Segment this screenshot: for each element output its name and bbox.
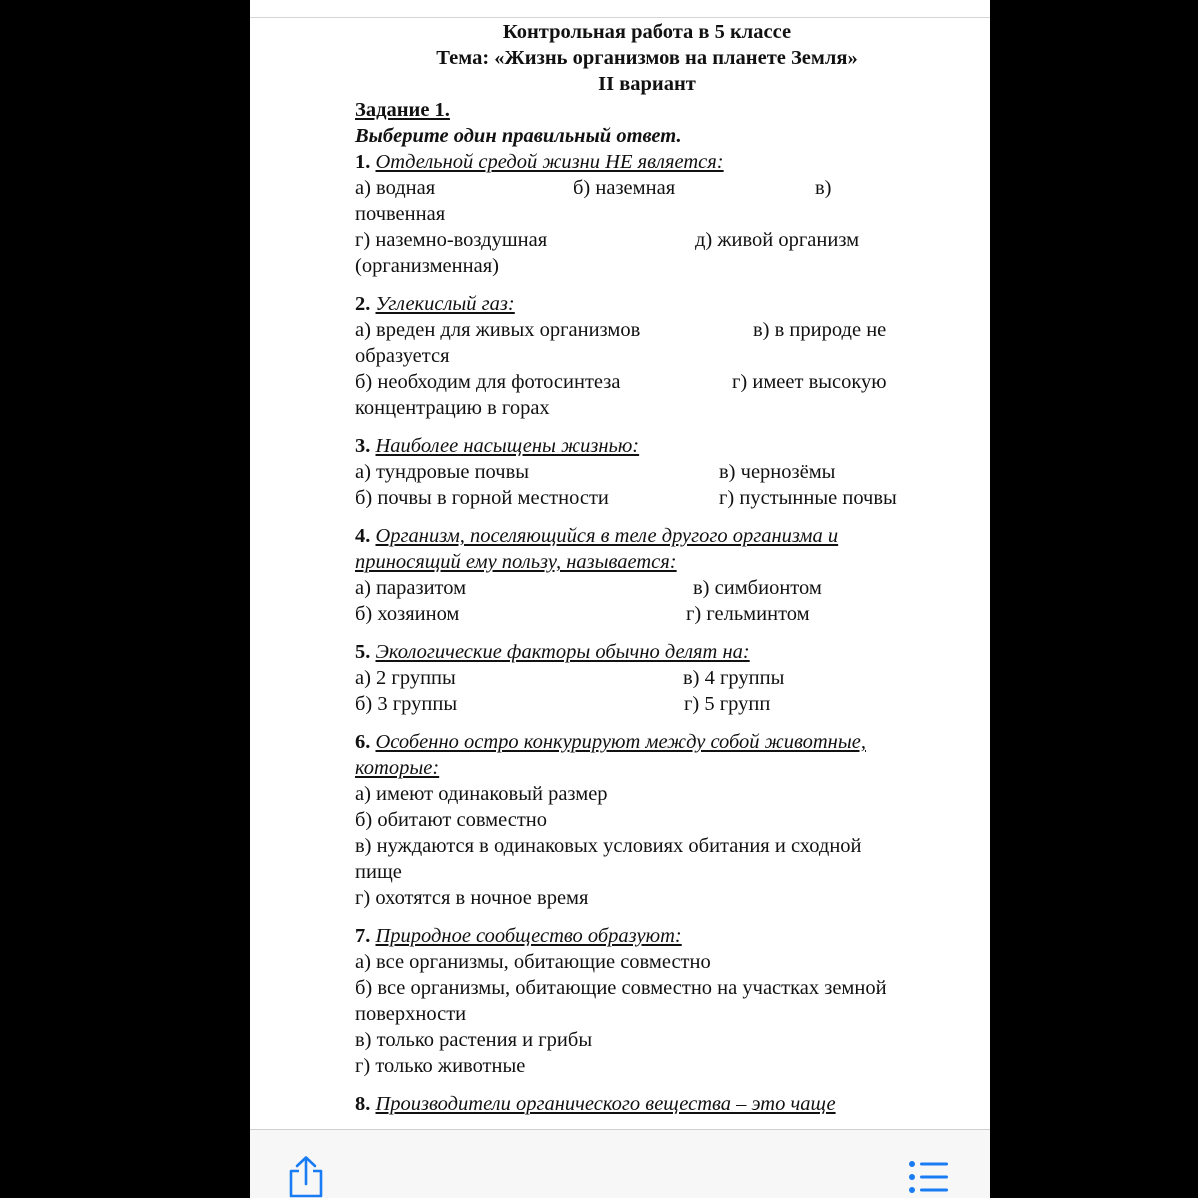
option: в) — [815, 177, 832, 199]
share-icon — [287, 1155, 325, 1198]
option: г) только животные — [355, 1055, 526, 1077]
option: в) 4 группы — [683, 667, 785, 689]
question-number: 8. — [355, 1093, 371, 1115]
question-text: Отдельной средой жизни НЕ является: — [375, 151, 724, 173]
option: в) нуждаются в одинаковых условиях обитания и сходной — [355, 835, 862, 857]
question-8 — [355, 1091, 955, 1117]
option: б) хозяином — [355, 603, 460, 625]
question-text: Углекислый газ: — [375, 293, 515, 315]
question-5 — [355, 639, 955, 717]
question-text: Экологические факторы обычно делят на: — [375, 641, 750, 663]
option: г) охотятся в ночное время — [355, 887, 589, 909]
doc-title: Контрольная работа в 5 классе — [502, 21, 792, 43]
question-text: приносящий ему пользу, называется: — [355, 551, 677, 573]
question-number: 5. — [355, 641, 371, 663]
document-viewer — [250, 0, 990, 1198]
question-7 — [355, 923, 955, 1079]
task-instruction: Выберите один правильный ответ. — [355, 125, 682, 147]
top-divider — [250, 17, 990, 18]
option: г) имеет высокую — [732, 371, 887, 393]
option-continued: почвенная — [355, 203, 446, 225]
question-text: Особенно остро конкурируют между собой животные, — [375, 731, 866, 753]
option: а) водная — [355, 177, 436, 199]
option: б) почвы в горной местности — [355, 487, 609, 509]
task-label: Задание 1. — [355, 99, 450, 121]
question-number: 3. — [355, 435, 371, 457]
question-text: Природное сообщество образуют: — [375, 925, 682, 947]
question-number: 7. — [355, 925, 371, 947]
option-continued: концентрацию в горах — [355, 397, 550, 419]
option: а) вреден для живых организмов — [355, 319, 641, 341]
question-6 — [355, 729, 955, 911]
option: б) 3 группы — [355, 693, 458, 715]
option: г) гельминтом — [686, 603, 810, 625]
question-number: 4. — [355, 525, 371, 547]
option: г) 5 групп — [684, 693, 771, 715]
question-text: Производители органического вещества – это чаще — [375, 1093, 836, 1115]
option: а) все организмы, обитающие совместно — [355, 951, 711, 973]
doc-variant: II вариант — [598, 73, 696, 95]
option: д) живой организм — [695, 229, 860, 251]
option-continued: поверхности — [355, 1003, 467, 1025]
question-4 — [355, 523, 955, 627]
question-text: Наиболее насыщены жизнью: — [375, 435, 640, 457]
question-2 — [355, 291, 955, 421]
option: а) паразитом — [355, 577, 467, 599]
question-number: 1. — [355, 151, 371, 173]
option-continued: (организменная) — [355, 255, 499, 277]
option-continued: пище — [355, 861, 402, 883]
option: б) наземная — [573, 177, 676, 199]
option-continued: образуется — [355, 345, 450, 367]
option: б) все организмы, обитающие совместно на участках земной — [355, 977, 887, 999]
option: а) тундровые почвы — [355, 461, 530, 483]
option: в) симбионтом — [693, 577, 822, 599]
option: г) наземно-воздушная — [355, 229, 548, 251]
question-number: 6. — [355, 731, 371, 753]
question-number: 2. — [355, 293, 371, 315]
option: в) чернозёмы — [719, 461, 836, 483]
option: а) имеют одинаковый размер — [355, 783, 608, 805]
option: б) необходим для фотосинтеза — [355, 371, 621, 393]
bottom-toolbar — [250, 1129, 990, 1198]
document-page — [355, 19, 955, 1117]
question-1 — [355, 149, 955, 279]
option: б) обитают совместно — [355, 809, 548, 831]
question-text: Организм, поселяющийся в теле другого организма и — [375, 525, 839, 547]
list-icon — [908, 1160, 950, 1194]
list-button[interactable] — [908, 1160, 950, 1194]
question-text: которые: — [355, 757, 440, 779]
doc-topic: Тема: «Жизнь организмов на планете Земля» — [436, 47, 858, 69]
option: г) пустынные почвы — [719, 487, 897, 509]
option: в) только растения и грибы — [355, 1029, 593, 1051]
option: в) в природе не — [753, 319, 887, 341]
option: а) 2 группы — [355, 667, 456, 689]
question-3 — [355, 433, 955, 511]
share-button[interactable] — [287, 1155, 325, 1198]
